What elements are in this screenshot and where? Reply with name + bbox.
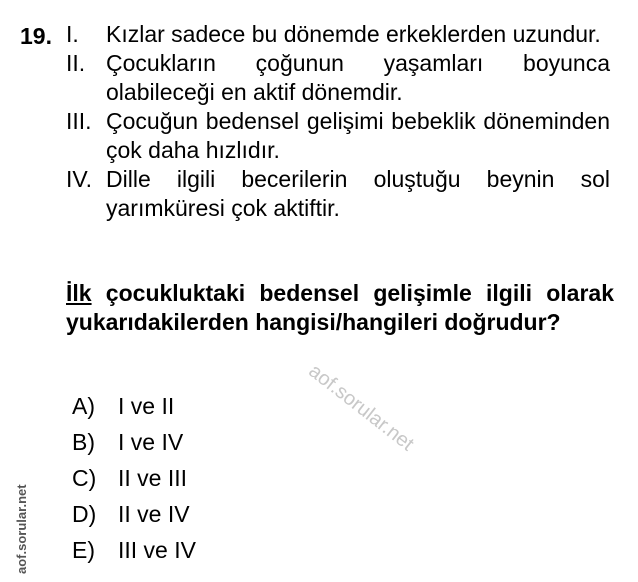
statement-numeral: III. <box>66 108 92 134</box>
option-letter: A) <box>72 393 95 419</box>
option-text: III ve IV <box>118 537 196 563</box>
option-letter: D) <box>72 501 97 527</box>
statement-text: Çocukların çoğunun yaşamları boyunca olabileceği en aktif dönemdir. <box>106 50 610 105</box>
option-d[interactable] <box>72 496 196 532</box>
option-letter: C) <box>72 465 97 491</box>
statement-numeral: II. <box>66 50 86 76</box>
option-letter: E) <box>72 537 95 563</box>
prompt-text: çocukluktaki bedensel gelişimle ilgili olarak yukarıdakilerden hangisi/hangileri doğrudur? <box>66 280 614 335</box>
watermark-side: aof.sorular.net <box>14 484 29 574</box>
statement-4 <box>66 165 610 223</box>
statement-3 <box>66 107 610 165</box>
option-text: I ve II <box>118 393 175 419</box>
statement-text: Dille ilgili becerilerin oluştuğu beynin sol yarımküresi çok aktiftir. <box>106 166 610 221</box>
statement-numeral: IV. <box>66 166 93 192</box>
question-number: 19. <box>20 23 52 49</box>
question-prompt <box>66 279 614 337</box>
option-text: II ve III <box>118 465 188 491</box>
option-e[interactable] <box>72 532 196 568</box>
option-b[interactable] <box>72 424 196 460</box>
statement-list <box>66 20 610 223</box>
answer-options <box>72 388 196 568</box>
option-c[interactable] <box>72 460 196 496</box>
statement-text: Kızlar sadece bu dönemde erkeklerden uzundur. <box>106 21 601 47</box>
option-letter: B) <box>72 429 95 455</box>
statement-numeral: I. <box>66 21 79 47</box>
statement-1 <box>66 20 610 49</box>
option-text: I ve IV <box>118 429 184 455</box>
option-a[interactable] <box>72 388 196 424</box>
prompt-underlined-word: İlk <box>66 280 92 306</box>
statement-text: Çocuğun bedensel gelişimi bebeklik döneminden çok daha hızlıdır. <box>106 108 610 163</box>
statement-2 <box>66 49 610 107</box>
option-text: II ve IV <box>118 501 190 527</box>
watermark-diagonal: aof.sorular.net <box>304 360 418 456</box>
